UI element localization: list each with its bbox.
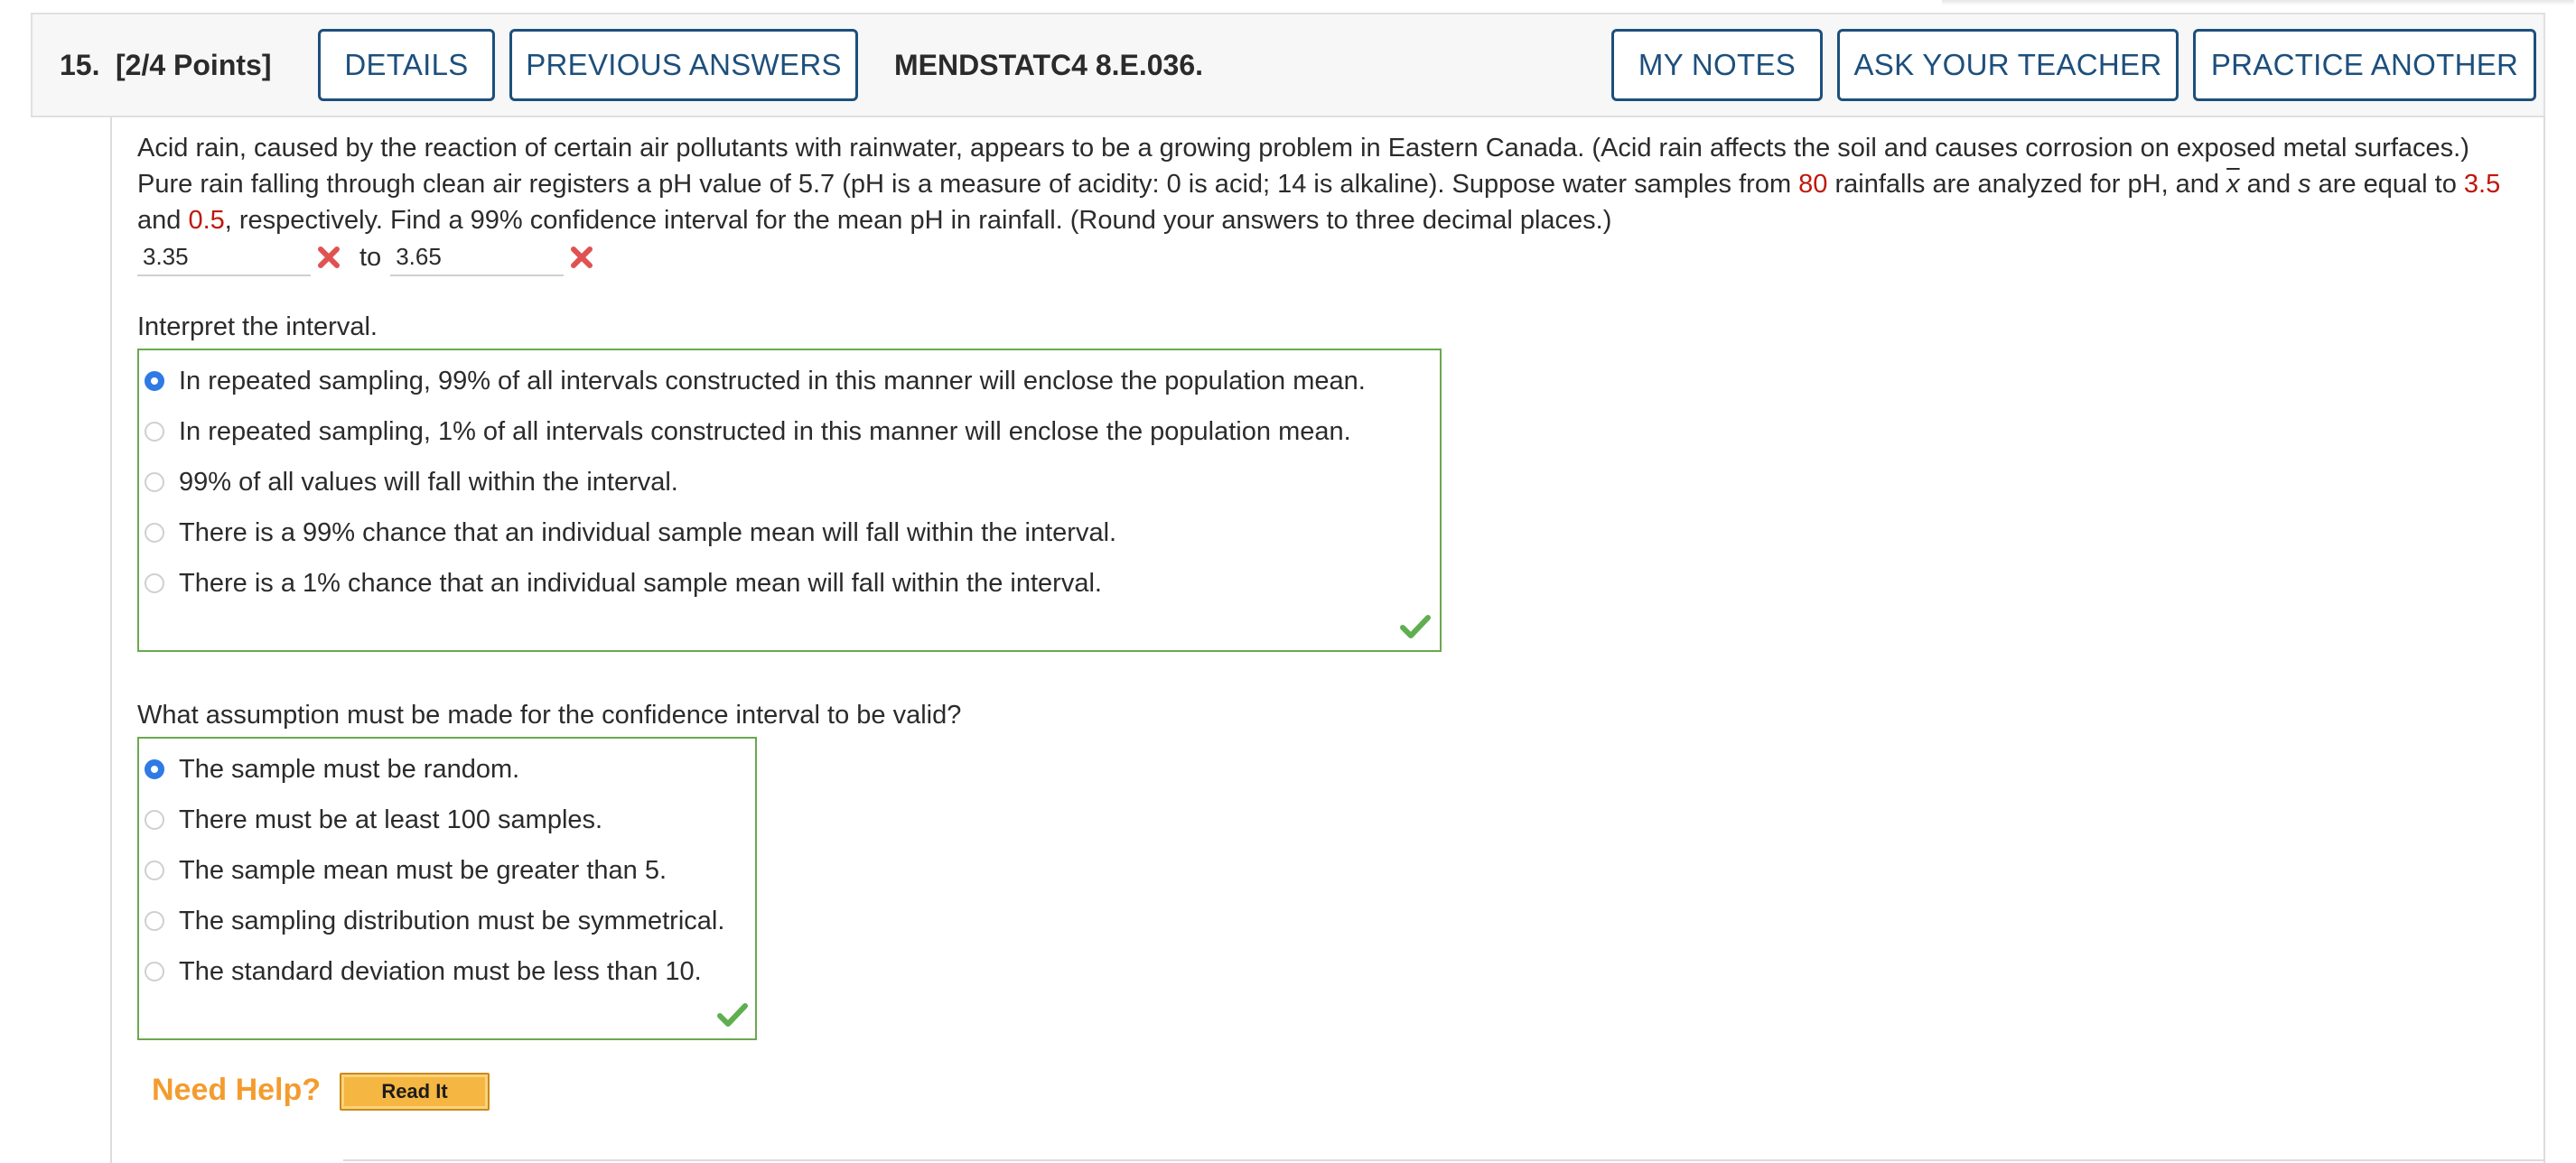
assumption-label: What assumption must be made for the confidence interval to be valid?	[137, 701, 962, 730]
radio[interactable]	[145, 472, 164, 492]
lower-bound-input[interactable]	[137, 238, 311, 276]
option-label: There is a 1% chance that an individual sample mean will fall within the interval.	[179, 568, 1102, 598]
divider	[343, 1159, 2545, 1161]
radio[interactable]	[145, 861, 164, 880]
option-label: There must be at least 100 samples.	[179, 805, 603, 834]
radio[interactable]	[145, 422, 164, 442]
question-points: [2/4 Points]	[116, 49, 272, 81]
radio[interactable]	[145, 911, 164, 931]
upper-bound-input[interactable]	[390, 238, 564, 276]
interpret-option[interactable]	[145, 363, 1366, 399]
practice-another-button[interactable]: PRACTICE ANOTHER	[2193, 29, 2536, 101]
assumption-option[interactable]	[145, 802, 602, 838]
details-button[interactable]: DETAILS	[318, 29, 495, 101]
sample-mean-value: 3.5	[2463, 170, 2501, 199]
interpret-option[interactable]	[145, 464, 678, 500]
assumption-option[interactable]	[145, 954, 702, 990]
question-text-and2: and	[137, 206, 189, 235]
read-it-button[interactable]: Read It	[340, 1073, 490, 1111]
correct-check-icon	[1400, 614, 1431, 639]
correct-check-icon	[717, 1002, 748, 1028]
to-label: to	[359, 242, 382, 272]
assumption-option[interactable]	[145, 852, 667, 889]
radio[interactable]	[145, 573, 164, 593]
sample-sd-value: 0.5	[188, 206, 225, 235]
option-label: In repeated sampling, 99% of all intervals constructed in this manner will enclose the population mean.	[179, 366, 1366, 395]
interpret-option[interactable]	[145, 515, 1116, 551]
question-header	[31, 13, 2545, 117]
question-text-part3: are equal to	[2310, 170, 2464, 199]
question-text-part4: , respectively. Find a 99% confidence interval for the mean pH in rainfall. (Round your answers to three decimal places.)	[224, 206, 1612, 235]
option-label: The sample must be random.	[179, 754, 520, 784]
top-shadow	[1942, 0, 2574, 5]
my-notes-button[interactable]: MY NOTES	[1611, 29, 1823, 101]
question-text-part1: Acid rain, caused by the reaction of certain air pollutants with rainwater, appears to be a growing problem in Eastern Canada. (Acid rain affects the soil and causes corrosion on exposed metal surfaces.) Pure rain falling through clean air registers a pH value of 5.7 (pH is a measure of acidity: 0 is acid; 14 is alkaline). Suppose water samples from	[137, 134, 2469, 199]
interpret-option[interactable]	[145, 565, 1102, 601]
radio[interactable]	[145, 810, 164, 830]
assumption-option[interactable]	[145, 903, 724, 939]
question-text	[137, 130, 2522, 238]
option-label: There is a 99% chance that an individual sample mean will fall within the interval.	[179, 517, 1117, 547]
option-label: In repeated sampling, 1% of all intervals constructed in this manner will enclose the population mean.	[179, 416, 1351, 446]
need-help-label: Need Help?	[152, 1073, 322, 1107]
question-number: 15.	[60, 49, 100, 81]
assumption-option[interactable]	[145, 751, 519, 787]
question-text-and: and	[2239, 170, 2299, 199]
sample-count-value: 80	[1798, 170, 1828, 199]
radio-selected[interactable]	[145, 371, 164, 391]
option-label: The standard deviation must be less than 10.	[179, 956, 702, 986]
xbar-symbol: $\overline{x}$	[2226, 170, 2240, 199]
radio-selected[interactable]	[145, 759, 164, 779]
interpret-option[interactable]	[145, 414, 1351, 450]
option-label: The sample mean must be greater than 5.	[179, 855, 667, 885]
incorrect-x-icon	[564, 238, 600, 276]
radio[interactable]	[145, 962, 164, 982]
problem-id: MENDSTATC4 8.E.036.	[894, 49, 1204, 81]
previous-answers-button[interactable]: PREVIOUS ANSWERS	[509, 29, 858, 101]
interval-answer-row	[137, 238, 600, 276]
s-symbol: s	[2298, 170, 2311, 199]
assumption-choices	[137, 737, 757, 1040]
interpret-choices	[137, 349, 1442, 652]
incorrect-x-icon	[311, 238, 347, 276]
option-label: 99% of all values will fall within the interval.	[179, 467, 678, 497]
option-label: The sampling distribution must be symmetrical.	[179, 906, 725, 935]
question-text-part2: rainfalls are analyzed for pH, and	[1827, 170, 2227, 199]
interpret-label: Interpret the interval.	[137, 312, 378, 341]
ask-your-teacher-button[interactable]: ASK YOUR TEACHER	[1837, 29, 2179, 101]
radio[interactable]	[145, 523, 164, 543]
